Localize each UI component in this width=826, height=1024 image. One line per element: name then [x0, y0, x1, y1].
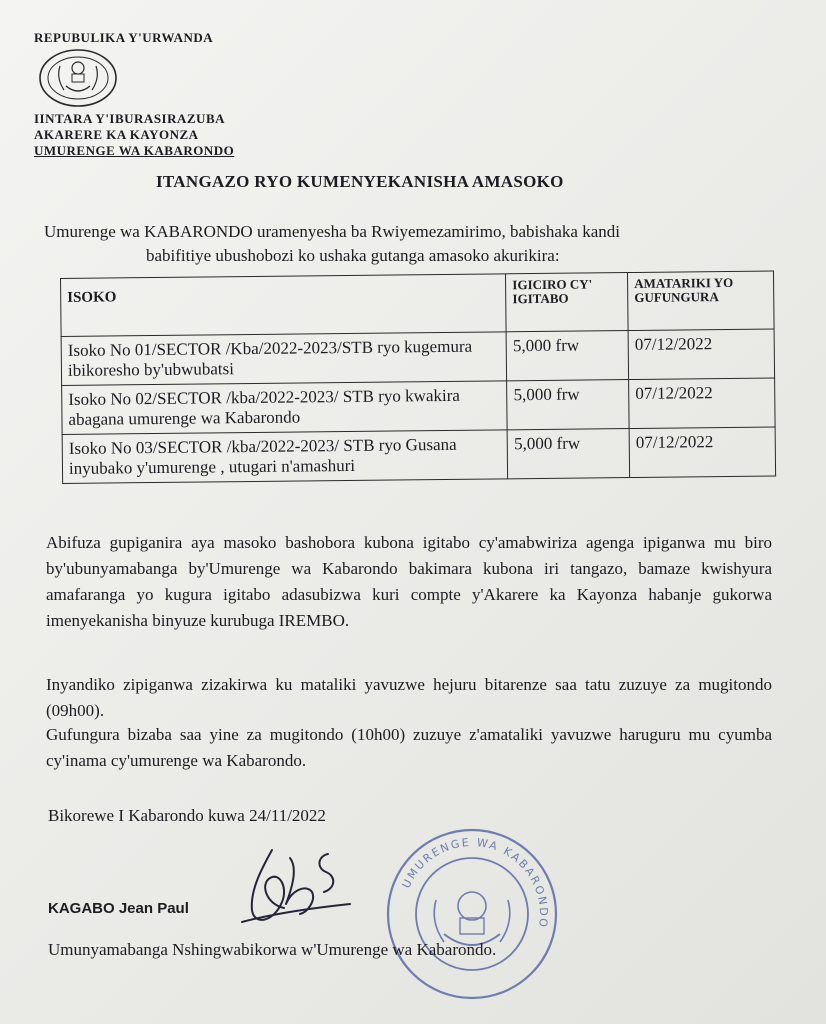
header-district: AKARERE KA KAYONZA [34, 127, 199, 142]
row-date: 07/12/2022 [629, 427, 775, 478]
paragraph-instructions: Abifuza gupiganira aya masoko bashobora kubona igitabo cy'amabwiriza agenga ipiganwa mu biro by'ubunyamabanga by'Umurenge wa Kabarondo bakimara kubona iri tangazo, bamaze kwishyura amafaranga yo kugura igitabo adasubizwa kuri compte y'Akarere ka Kayonza habanje gukorwa imenyekanisha binyuze kurubuga IREMBO. [46, 533, 772, 630]
table-row [61, 329, 774, 385]
rwanda-emblem-logo [36, 46, 120, 110]
row-date: 07/12/2022 [629, 378, 775, 429]
signatory-name: KAGABO Jean Paul [48, 900, 189, 917]
table-row [62, 378, 775, 434]
paragraph-opening: Gufungura bizaba saa yine za mugitondo (10h00) zuzuye z'amataliki yavuzwe haruguru mu cyumba cy'inama cy'umurenge wa Kabarondo. [46, 725, 772, 770]
intro-line-2: babifitiye ubushobozi ko ushaka gutanga amasoko akurikira: [146, 246, 560, 265]
signoff-date: Bikorewe I Kabarondo kuwa 24/11/2022 [48, 806, 326, 825]
row-isoko: Isoko No 01/SECTOR /Kba/2022-2023/STB ryo kugemura ibikoresho by'ubwubatsi [61, 332, 507, 386]
col-header-date: AMATARIKI YO GUFUNGURA [628, 271, 775, 331]
row-date: 07/12/2022 [628, 329, 774, 380]
col-header-price: IGICIRO CY' IGITABO [506, 273, 628, 332]
row-isoko: Isoko No 03/SECTOR /kba/2022-2023/ STB ryo Gusana inyubako y'umurenge , utugari n'amashuri [62, 430, 508, 484]
header-sector: UMURENGE WA KABARONDO [34, 143, 235, 158]
header-republic: REPUBULIKA Y'URWANDA [34, 30, 214, 45]
stamp-ring-text: UMURENGE WA KABARONDO [399, 835, 551, 930]
row-isoko: Isoko No 02/SECTOR /kba/2022-2023/ STB ryo kwakira abagana umurenge wa Kabarondo [62, 381, 508, 435]
header-province: IINTARA Y'IBURASIRAZUBA [34, 111, 226, 126]
intro-line-1: Umurenge wa KABARONDO uramenyesha ba Rwiyemezamirimo, babishaka kandi [44, 222, 620, 241]
table-row [62, 427, 775, 483]
document-title: ITANGAZO RYO KUMENYEKANISHA AMASOKO [156, 172, 564, 191]
official-stamp [384, 826, 560, 1002]
signatory-role: Umunyamabanga Nshingwabikorwa w'Umurenge wa Kabarondo. [48, 940, 497, 959]
paragraph-submission: Inyandiko zipiganwa zizakirwa ku mataliki yavuzwe hejuru bitarenze saa tatu zuzuye za mugitondo (09h00). [46, 675, 772, 720]
row-price: 5,000 frw [507, 380, 629, 430]
tenders-table [60, 271, 776, 484]
tenders-table-wrap [60, 271, 776, 484]
row-price: 5,000 frw [506, 331, 628, 381]
col-header-isoko: ISOKO [61, 274, 507, 337]
handwritten-signature [232, 838, 360, 934]
row-price: 5,000 frw [507, 429, 629, 479]
